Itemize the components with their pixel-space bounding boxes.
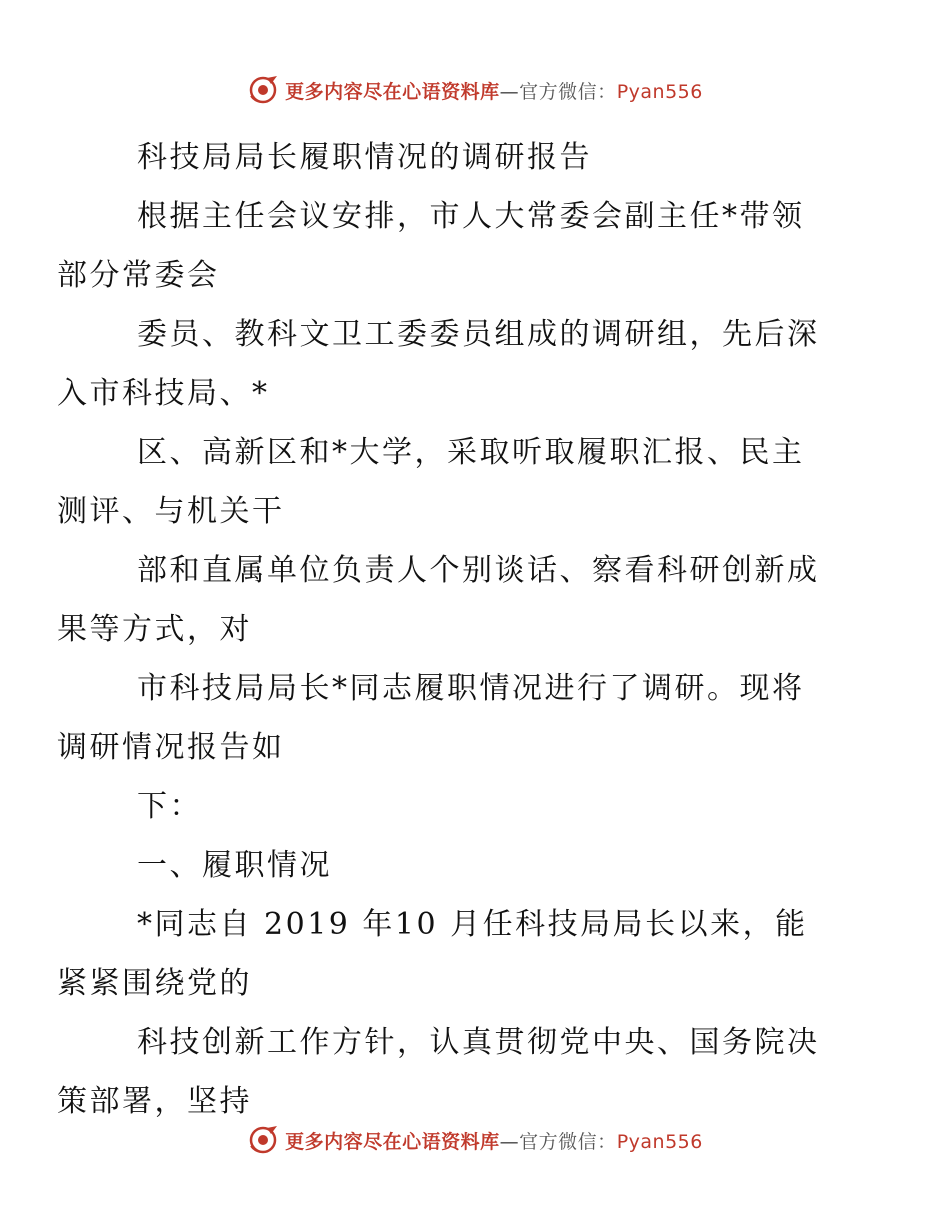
section-heading-text: 一、履职情况 xyxy=(137,848,332,883)
banner-wechat-label: 官方微信： xyxy=(519,80,617,103)
header-banner xyxy=(0,70,950,110)
banner-separator: — xyxy=(499,1130,520,1153)
paragraph-line: 市科技局局长*同志履职情况进行了调研。现将 xyxy=(137,671,805,706)
banner-wechat-id: Pyan556 xyxy=(616,80,703,103)
section-heading xyxy=(97,836,857,895)
paragraph xyxy=(97,777,857,836)
paragraph-line: 策部署，坚持 xyxy=(57,1084,252,1119)
paragraph-line: 根据主任会议安排，市人大常委会副主任*带领 xyxy=(137,199,805,234)
paragraph xyxy=(57,187,857,305)
logo-icon xyxy=(247,1124,279,1156)
document-title xyxy=(97,128,857,187)
paragraph xyxy=(57,895,857,1013)
footer-banner xyxy=(0,1120,950,1160)
paragraph-line: 紧紧围绕党的 xyxy=(57,966,252,1001)
paragraph-line: 区、高新区和*大学，采取听取履职汇报、民主 xyxy=(137,435,805,470)
paragraph-line: 测评、与机关干 xyxy=(57,494,285,529)
banner-text xyxy=(285,1127,703,1154)
paragraph-line: 部和直属单位负责人个别谈话、察看科研创新成 xyxy=(137,553,820,588)
paragraph-line: 果等方式，对 xyxy=(57,612,252,647)
banner-main-text: 更多内容尽在心语资料库 xyxy=(285,1130,500,1153)
paragraph-line: 科技创新工作方针，认真贯彻党中央、国务院决 xyxy=(137,1025,820,1060)
paragraph xyxy=(57,659,857,777)
paragraph xyxy=(57,305,857,423)
paragraph-line: 委员、教科文卫工委委员组成的调研组，先后深 xyxy=(137,317,820,352)
paragraph xyxy=(57,1013,857,1131)
banner-wechat-label: 官方微信： xyxy=(519,1130,617,1153)
banner-main-text: 更多内容尽在心语资料库 xyxy=(285,80,500,103)
document-body xyxy=(57,128,857,1131)
logo-icon xyxy=(247,74,279,106)
paragraph-line: 调研情况报告如 xyxy=(57,730,285,765)
document-title-text: 科技局局长履职情况的调研报告 xyxy=(137,140,592,175)
paragraph-line: 入市科技局、* xyxy=(57,376,270,411)
paragraph-line: *同志自 2019 年10 月任科技局局长以来，能 xyxy=(137,907,808,942)
paragraph xyxy=(57,423,857,541)
paragraph xyxy=(57,541,857,659)
banner-separator: — xyxy=(499,80,520,103)
banner-wechat-id: Pyan556 xyxy=(616,1130,703,1153)
paragraph-line: 部分常委会 xyxy=(57,258,220,293)
paragraph-line: 下： xyxy=(137,789,202,824)
banner-text xyxy=(285,77,703,104)
